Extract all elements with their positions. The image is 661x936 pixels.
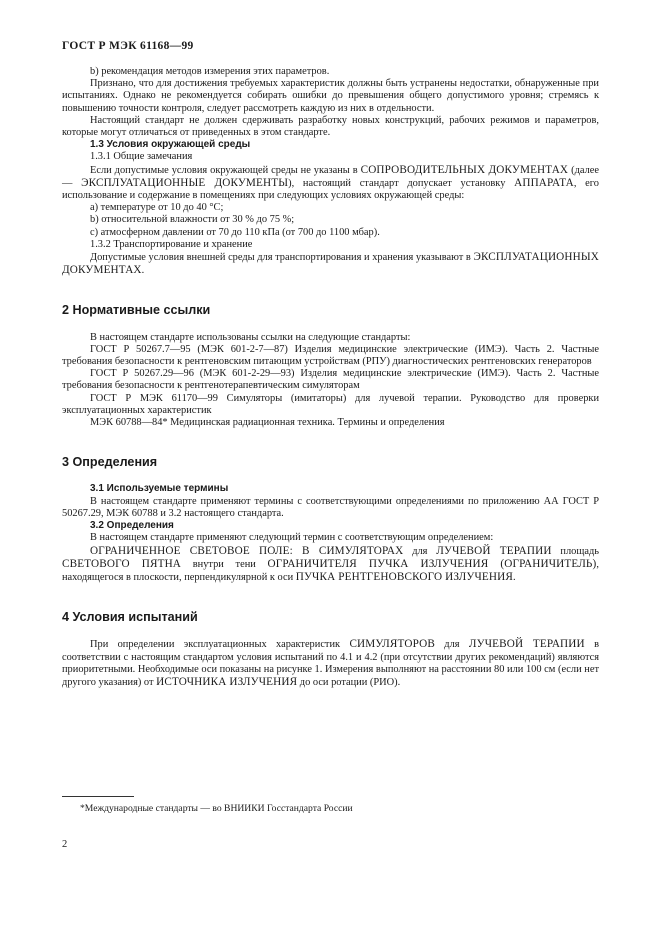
reference-1: ГОСТ Р 50267.7—95 (МЭК 601-2-7—87) Изделия медицинские электрические (ИМЭ). Часть 2. Частные требования безопасности к рентгеновским питающим устройствам (РПУ) диагностических рентгеновских генераторов [62,343,599,368]
definition-text: ОГРАНИЧЕННОЕ СВЕТОВОЕ ПОЛЕ: В СИМУЛЯТОРАХ для ЛУЧЕВОЙ ТЕРАПИИ площадь СВЕТОВОГО ПЯТНА внутри тени ОГРАНИЧИТЕЛЯ ПУЧКА ИЗЛУЧЕНИЯ (ОГРАНИЧИТЕЛЬ), находящегося в плоскости, перпендикулярной к оси ПУЧКА РЕНТГЕНОВСКОГО ИЗЛУЧЕНИЯ. [62,544,599,583]
footnote: *Международные стандарты — во ВНИИКИ Госстандарта России [80,803,353,814]
section-4-text: При определении эксплуатационных характеристик СИМУЛЯТОРОВ для ЛУЧЕВОЙ ТЕРАПИИ в соответствии с настоящим стандартом условия испытаний по 4.1 и 4.2 (при отсутствии других рекомендаций) являются приоритетными. Необходимые оси показаны на рисунке 1. Измерения выполняют на расстоянии 80 или 100 см (если нет другого указания) от ИСТОЧНИКА ИЗЛУЧЕНИЯ до оси ротации (РИО). [62,638,599,688]
intro-paragraph-2: Настоящий стандарт не должен сдерживать разработку новых конструкций, рабочих режимов и параметров, которые могут отличаться от приведенных в этом стандарте. [62,114,599,139]
condition-item-c: c) атмосферном давлении от 70 до 110 кПа (от 700 до 1100 мбар). [90,226,380,238]
intro-list-item-b: b) рекомендация методов измерения этих параметров. [90,66,330,77]
footnote-divider [62,796,134,797]
page-number: 2 [62,839,68,850]
reference-2: ГОСТ Р 50267.29—96 (МЭК 601-2-29—93) Изделия медицинские электрические (ИМЭ). Часть 2. Частные требования безопасности к рентгенотерапевтическим симуляторам [62,368,599,392]
condition-item-b: b) относительной влажности от 30 % до 75 %; [90,214,295,226]
condition-item-a: a) температуре от 10 до 40 °C; [90,202,224,214]
subsection-1-3-1-heading: 1.3.1 Общие замечания [90,151,193,163]
subsection-3-2-text: В настоящем стандарте применяют следующий термин с соответствующим определением: [90,532,494,544]
intro-paragraph-1: Признано, что для достижения требуемых характеристик должны быть устранены недостатки, обнаруженные при испытаниях. Однако не рекомендуется собирать ошибки до превышения общего допустимого уровня; стремясь к повышению точности контроля, следует рассмотреть каждую из них в отдельности. [62,78,599,114]
reference-4: МЭК 60788—84* Медицинская радиационная техника. Термины и определения [90,417,445,429]
reference-3: ГОСТ Р МЭК 61170—99 Симуляторы (имитаторы) для лучевой терапии. Руководство для проверки эксплуатационных характеристик [62,392,599,416]
subsection-3-2-heading: 3.2 Определения [90,520,174,532]
subsection-1-3-2-heading: 1.3.2 Транспортирование и хранение [90,238,253,250]
page-body [62,66,599,689]
section-2-intro: В настоящем стандарте использованы ссылки на следующие стандарты: [90,331,411,343]
section-3-heading: 3 Определения [62,455,158,470]
subsection-1-3-heading: 1.3 Условия окружающей среды [90,139,251,151]
running-header: ГОСТ Р МЭК 61168—99 [62,40,194,52]
subsection-3-1-heading: 3.1 Используемые термины [90,483,229,495]
subsection-1-3-1-text: Если допустимые условия окружающей среды не указаны в СОПРОВОДИТЕЛЬНЫХ ДОКУМЕНТАХ (далее — ЭКСПЛУАТАЦИОННЫЕ ДОКУМЕНТЫ), настоящий стандарт допускает установку АППАРАТА, его использование и содержание в помещениях при следующих условиях окружающей среды: [62,163,599,202]
section-4-heading: 4 Условия испытаний [62,610,198,625]
section-2-heading: 2 Нормативные ссылки [62,303,211,318]
subsection-3-1-text: В настоящем стандарте применяют термины с соответствующими определениями по приложению АА ГОСТ Р 50267.29, МЭК 60788 и 3.2 настоящего стандарта. [62,495,599,519]
subsection-1-3-2-text: Допустимые условия внешней среды для транспортирования и хранения указывают в ЭКСПЛУАТАЦИОННЫХ ДОКУМЕНТАХ. [62,251,599,277]
